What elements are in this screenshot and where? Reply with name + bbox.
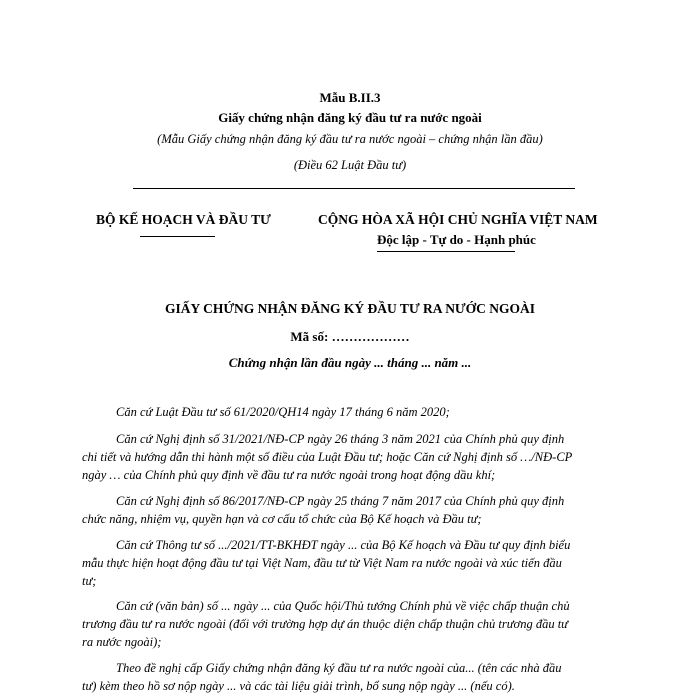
legal-basis-paragraph (82, 536, 622, 590)
ministry-underline (140, 236, 215, 237)
certification-date: Chứng nhận lần đầu ngày ... tháng ... năm ... (228, 355, 472, 370)
motto-underline (377, 251, 515, 252)
paragraph-line: ra nước ngoài); (82, 635, 162, 649)
request-paragraph (82, 659, 622, 695)
form-code: Mẫu B.II.3 (319, 90, 381, 105)
paragraph-line: Căn cứ Nghị định số 31/2021/NĐ-CP ngày 26 tháng 3 năm 2021 của Chính phủ quy định (116, 432, 565, 446)
legal-reference: (Điều 62 Luật Đầu tư) (293, 158, 407, 172)
paragraph-line: ngày … của Chính phủ quy định về đầu tư ra nước ngoài trong hoạt động dầu khí; (82, 468, 496, 482)
paragraph-line: mẫu thực hiện hoạt động đầu tư tại Việt Nam, đầu tư từ Việt Nam ra nước ngoài và xúc tiến đầu (82, 556, 562, 570)
national-title: CỘNG HÒA XÃ HỘI CHỦ NGHĨA VIỆT NAM (318, 212, 598, 227)
paragraph-line: Theo đề nghị cấp Giấy chứng nhận đăng ký đầu tư ra nước ngoài của... (tên các nhà đầu (116, 661, 562, 675)
paragraph-line: tư; (82, 574, 97, 588)
legal-basis-paragraph (82, 492, 622, 528)
form-subtitle: (Mẫu Giấy chứng nhận đăng ký đầu tư ra nước ngoài – chứng nhận lần đầu) (157, 132, 543, 146)
form-title: Giấy chứng nhận đăng ký đầu tư ra nước ngoài (218, 110, 482, 125)
paragraph-line: chi tiết và hướng dẫn thi hành một số điều của Luật Đầu tư; hoặc Căn cứ Nghị định số …/NĐ-CP (82, 450, 573, 464)
national-motto: Độc lập - Tự do - Hạnh phúc (377, 232, 536, 247)
paragraph-line: Căn cứ Nghị định số 86/2017/NĐ-CP ngày 25 tháng 7 năm 2017 của Chính phủ quy định (116, 494, 565, 508)
document-code: Mã số: ……………… (290, 329, 410, 344)
issuing-ministry: BỘ KẾ HOẠCH VÀ ĐẦU TƯ (96, 212, 271, 227)
paragraph-line: tư) kèm theo hồ sơ nộp ngày ... và các tài liệu giải trình, bổ sung nộp ngày ... (nếu có). (82, 679, 515, 693)
header-divider (133, 188, 575, 189)
paragraph-line: trương đầu tư ra nước ngoài (đối với trường hợp dự án thuộc diện chấp thuận chủ trương đầu tư (82, 617, 568, 631)
legal-basis-paragraph (112, 403, 618, 421)
paragraph-line: Căn cứ Thông tư số .../2021/TT-BKHĐT ngày ... của Bộ Kế hoạch và Đầu tư quy định biểu (116, 538, 571, 552)
legal-basis-paragraph (82, 430, 622, 484)
document-title: GIẤY CHỨNG NHẬN ĐĂNG KÝ ĐẦU TƯ RA NƯỚC NGOÀI (164, 301, 536, 316)
paragraph-line: Căn cứ (văn bản) số ... ngày ... của Quốc hội/Thủ tướng Chính phủ về việc chấp thuận chủ (116, 599, 570, 613)
legal-basis-paragraph (82, 597, 622, 651)
paragraph-line: chức năng, nhiệm vụ, quyền hạn và cơ cấu tổ chức của Bộ Kế hoạch và Đầu tư; (82, 512, 482, 526)
paragraph-line: Căn cứ Luật Đầu tư số 61/2020/QH14 ngày 17 tháng 6 năm 2020; (116, 405, 450, 419)
